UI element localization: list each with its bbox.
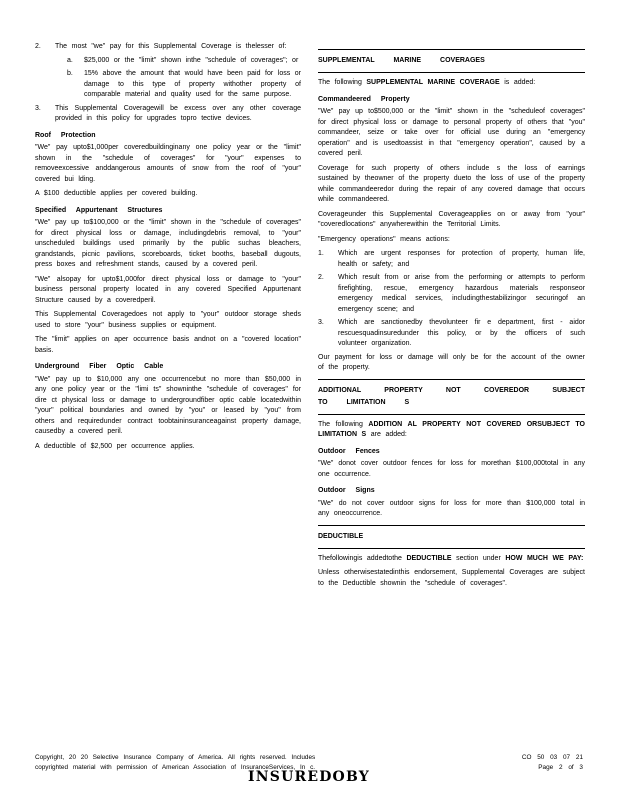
intro-bold-text: DEDUCTIBLE [406,554,452,562]
section-rule [318,525,585,526]
outdoor-signs-heading: Outdoor Signs [318,487,375,494]
intro-text: Thefollowingis addedtothe [318,554,407,562]
list-item-number: 3. [35,104,41,112]
emergency-list-item-1 [318,249,585,270]
fiber-paragraph-1: "We" pay up to $10,000 any one occurrencebut no more than $50,000 in any one policy year or the "limi ts" showninthe "schedule of coverages" for dire ct physical loss or damage to undergroundfiber optic cable locatedwithin "your" political boundaries and owned by "you" or leased by "you" from others and requiredunder contract toobtaininsuranceagainst property damage, causedby a covered peril. [35,375,301,435]
commandeered-paragraph-5: Our payment for loss or damage will only be for the account of the owner of the property. [318,353,585,371]
list-item-number: 2. [318,274,324,281]
left-column [35,42,301,456]
intro-bold-text: HOW MUCH WE PAY: [505,554,584,562]
intro-text: is added: [499,79,536,86]
list-item-3 [35,104,301,125]
section-rule [318,72,585,73]
commandeered-paragraph-3: Coverageunder this Supplemental Coverageapplies on or away from "your" "coveredlocations" anywherewithin the Territorial Limits. [318,210,585,228]
list-item-number: 2. [35,43,41,50]
form-number: CO 50 03 07 21 [521,754,583,761]
fiber-paragraph-2: A deductible of $2,500 per occurrence applies. [35,442,195,450]
page-number: Page 2 of 3 [538,763,583,771]
list-item-text: Which are sanctionedby thevolunteer fir e department, first - aidor rescuesquadinsuredunder this policy, or by the officers of such volunteer organization. [338,319,585,347]
commandeered-property-heading: Commandeered Property [318,95,410,103]
marine-coverages-heading: SUPPLEMENTAL MARINE COVERAGES [318,57,485,64]
list-item-text: $25,000 or the "limit" shown inthe "schedule of coverages"; or [84,56,299,64]
list-item-2 [35,42,301,53]
intro-text: The following [318,79,367,86]
appurtenant-paragraph-1: "We" pay up to$100,000 or the "limit" shown in the "schedule of coverages" for direct physical loss or damage, includingdebris removal, to "your" unscheduled buildings used primarily by the public suchas bleachers, grandstands, picnic pavilions, scoreboards, ticket booths, baseball dugouts, press boxes and refreshment stands, caused by a covered peril. [35,219,301,268]
deductible-heading: DEDUCTIBLE [318,532,364,540]
outdoor-fences-heading: Outdoor Fences [318,447,380,455]
section-rule [318,414,585,415]
roof-paragraph-2: A $100 deductible applies per covered building. [35,190,198,197]
list-item-text: This Supplemental Coveragewill be excess over any other coverage provided in this policy for upgrades topro tective devices. [55,104,301,122]
outdoor-fences-text: "We" donot cover outdoor fences for loss for morethan $100,000total in any one occurrence. [318,460,585,478]
section-rule [318,379,585,380]
roof-protection-heading: Roof Protection [35,131,96,139]
copyright-line-1: Copyright, 20 20 Selective Insurance Company of America. All rights reserved. Includes [35,754,316,761]
list-item-number: 3. [318,319,324,326]
emergency-operations-lead: "Emergency operations" means actions: [318,235,450,243]
outdoor-signs-text: "We" do not cover outdoor signs for loss for more than $100,000 total in any oneoccurrence. [318,499,585,517]
intro-text: The following [318,420,369,428]
list-item-number: b. [67,70,73,77]
fiber-optic-cable-heading: Underground Fiber Optic Cable [35,363,164,370]
deductible-paragraph: Unless otherwisestatedinthis endorsement, Supplemental Coverages are subject to the Deductible shownin the "schedule of coverages". [318,569,585,587]
roof-paragraph-1: "We" pay upto$1,000per coveredbuildinginany one policy year or the "limit" shown in the "schedule of coverages" for "your" expenses to removeexcessive anddangerous amounts of snow from the roof of "your" covered bui lding. [35,144,301,183]
list-item-2b [67,69,301,101]
section-rule [318,548,585,549]
intro-text: are added: [366,431,407,438]
appurtenant-paragraph-4: The "limit" applies on aper occurrence basis andnot on a "covered location" basis. [35,336,301,354]
additional-intro [318,420,585,441]
right-column [318,44,585,593]
deductible-intro [318,554,585,565]
emergency-list-item-3 [318,318,585,350]
appurtenant-structures-heading: Specified Appurtenant Structures [35,206,163,214]
intro-text: section under [451,554,506,562]
list-item-number: 1. [318,250,324,257]
intro-bold-text: SUPPLEMENTAL MARINE COVERAGE [366,79,500,86]
intro-bold-text: ADDITION AL PROPERTY NOT COVERED ORSUBJECT TO LIMITATION S [318,420,586,438]
appurtenant-paragraph-2: "We" alsopay for upto$1,000for direct physical loss or damage to "your" business personal property located in any covered Specified Appurtenant Structure caused by a coveredperil. [35,275,301,304]
commandeered-paragraph-1: "We" pay up to$500,000 or the "limit" shown in the "scheduleof coverages" for direct physical loss or damage to personal property of others that "you" commandeer, seize or take over for official use during an "emergency operation" and is usedtoassist in that "emergency operation", caused by a covered peril. [318,108,585,157]
list-item-text: Which result from or arise from the performing or attempts to perform firefighting, rescue, emergency hazardous materials responseor emergency medical services, includingthestabilizingor securingof an emergency scene; and [338,274,585,313]
list-item-text: 15% above the amount that would have been paid for loss or damage to this type of property withother property of comparable material and quality used for the same purpose. [84,70,301,98]
commandeered-paragraph-2: Coverage for such property of others include s the loss of earnings sustained by theowner of the property dueto the loss of use of the property while commandeeredor during the repair of any covered damage that occurs while commandeered. [318,164,585,203]
appurtenant-paragraph-3: This Supplemental Coveragedoes not apply to "your" outdoor storage sheds used to store "your" business supplies or equipment. [35,311,301,329]
list-item-text: The most "we" pay for this Supplemental Coverage is thelesser of: [55,43,287,50]
list-item-text: Which are urgent responses for protection of property, human life, health or safety; and [338,250,585,268]
list-item-number: a. [67,56,73,64]
additional-property-heading: ADDITIONAL PROPERTY NOT COVEREDOR SUBJECT TO LIMITATION S [318,386,585,406]
copyright-line-2: copyrighted material with permission of American Association of InsuranceServices, In c. [35,763,316,771]
insured-stamp: INSUREDOBY [248,769,370,785]
marine-intro [318,78,585,89]
section-rule [318,49,585,50]
emergency-list-item-2 [318,273,585,315]
list-item-2a [67,56,301,67]
